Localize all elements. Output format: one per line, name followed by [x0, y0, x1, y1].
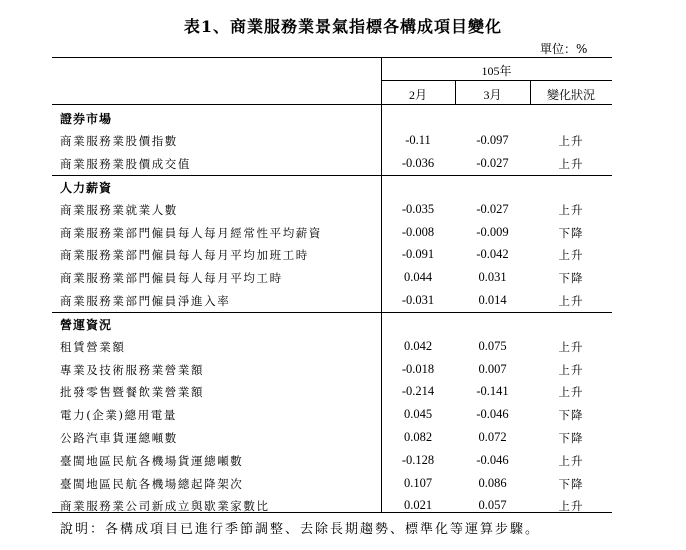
- row-label: 臺閩地區民航各機場總起降架次: [60, 476, 244, 491]
- feb-value: 0.045: [403, 407, 433, 422]
- trend-value: 下降: [558, 431, 584, 445]
- trend-value: 上升: [558, 385, 584, 400]
- feb-value: 0.044: [403, 270, 433, 285]
- category-heading: 營運資況: [60, 318, 113, 332]
- mar-value: -0.042: [476, 247, 509, 262]
- row-label: 批發零售暨餐飲業營業額: [60, 385, 205, 400]
- feb-value: 0.021: [403, 498, 433, 513]
- feb-value: -0.018: [401, 361, 435, 376]
- trend-value: 下降: [558, 476, 584, 491]
- trend-value: 上升: [558, 362, 584, 377]
- trend-value: 下降: [558, 408, 584, 423]
- section-rule: [52, 175, 612, 176]
- feb-value: -0.008: [401, 224, 435, 239]
- feb-value: -0.128: [401, 452, 435, 467]
- row-label: 商業服務業就業人數: [60, 202, 178, 217]
- row-label: 電力(企業)總用電量: [60, 408, 177, 423]
- header-bottom-rule: [52, 104, 612, 105]
- row-label: 商業服務業部門僱員每人每月平均加班工時: [60, 248, 309, 263]
- row-label: 商業服務業股價指數: [60, 133, 178, 148]
- mar-value: 0.031: [478, 270, 507, 285]
- row-label: 專業及技術服務業營業額: [60, 362, 205, 377]
- mar-value: 0.086: [478, 475, 507, 490]
- feb-value: 0.042: [403, 338, 433, 353]
- trend-value: 下降: [558, 271, 584, 286]
- feb-value: -0.031: [401, 293, 435, 307]
- trend-value: 上升: [558, 156, 584, 171]
- footnote: 說明：各構成項目已進行季節調整、去除長期趨勢、標準化等運算步驟。: [60, 522, 541, 537]
- mar-value: 0.075: [478, 338, 507, 353]
- mar-value: -0.027: [476, 155, 509, 170]
- row-label: 商業服務業部門僱員每人每月經常性平均薪資: [60, 225, 322, 240]
- header-year: 105年: [481, 64, 512, 78]
- header-feb: 2月: [408, 88, 427, 102]
- trend-value: 下降: [558, 225, 584, 240]
- mar-value: -0.046: [476, 407, 509, 422]
- feb-value: -0.091: [401, 247, 435, 262]
- trend-value: 上升: [558, 499, 584, 514]
- trend-value: 上升: [558, 133, 584, 148]
- feb-value: -0.036: [401, 155, 435, 170]
- mar-value: -0.009: [476, 224, 509, 239]
- mar-value: -0.097: [476, 132, 509, 147]
- row-label: 商業服務業部門僱員每人每月平均工時: [60, 271, 283, 286]
- mar-value: 0.007: [478, 361, 507, 376]
- year-underline: [381, 80, 612, 81]
- header-mar: 3月: [483, 88, 502, 102]
- table-title: 表1、商業服務業景氣指標各構成項目變化: [183, 17, 503, 36]
- category-heading: 人力薪資: [60, 181, 113, 195]
- unit-label: 單位：%: [540, 42, 588, 56]
- trend-value: 上升: [558, 339, 584, 354]
- trend-value: 上升: [558, 248, 584, 263]
- row-label: 商業服務業股價成交值: [60, 156, 191, 171]
- feb-value: 0.107: [403, 475, 433, 490]
- mar-value: -0.027: [476, 201, 509, 216]
- row-label: 商業服務業部門僱員淨進入率: [60, 294, 231, 308]
- feb-value: 0.082: [403, 430, 433, 444]
- row-label: 租賃營業額: [60, 339, 126, 354]
- category-heading: 證券市場: [60, 112, 113, 126]
- trend-value: 上升: [558, 294, 584, 308]
- mar-value: 0.014: [478, 293, 507, 307]
- trend-value: 上升: [558, 453, 584, 468]
- mar-value: 0.072: [478, 430, 507, 444]
- feb-value: -0.214: [401, 384, 435, 399]
- feb-value: -0.035: [401, 201, 435, 216]
- row-label: 公路汽車貨運總噸數: [60, 431, 178, 445]
- mar-value: -0.141: [476, 384, 509, 399]
- mar-value: 0.057: [478, 498, 507, 513]
- section-rule: [52, 312, 612, 313]
- row-label: 商業服務業公司新成立與歇業家數比: [60, 499, 270, 514]
- row-label: 臺閩地區民航各機場貨運總噸數: [60, 453, 244, 468]
- trend-value: 上升: [558, 202, 584, 217]
- mar-value: -0.046: [476, 452, 509, 467]
- header-trend: 變化狀況: [546, 88, 595, 102]
- feb-value: -0.11: [405, 132, 431, 147]
- top-rule: [52, 57, 612, 58]
